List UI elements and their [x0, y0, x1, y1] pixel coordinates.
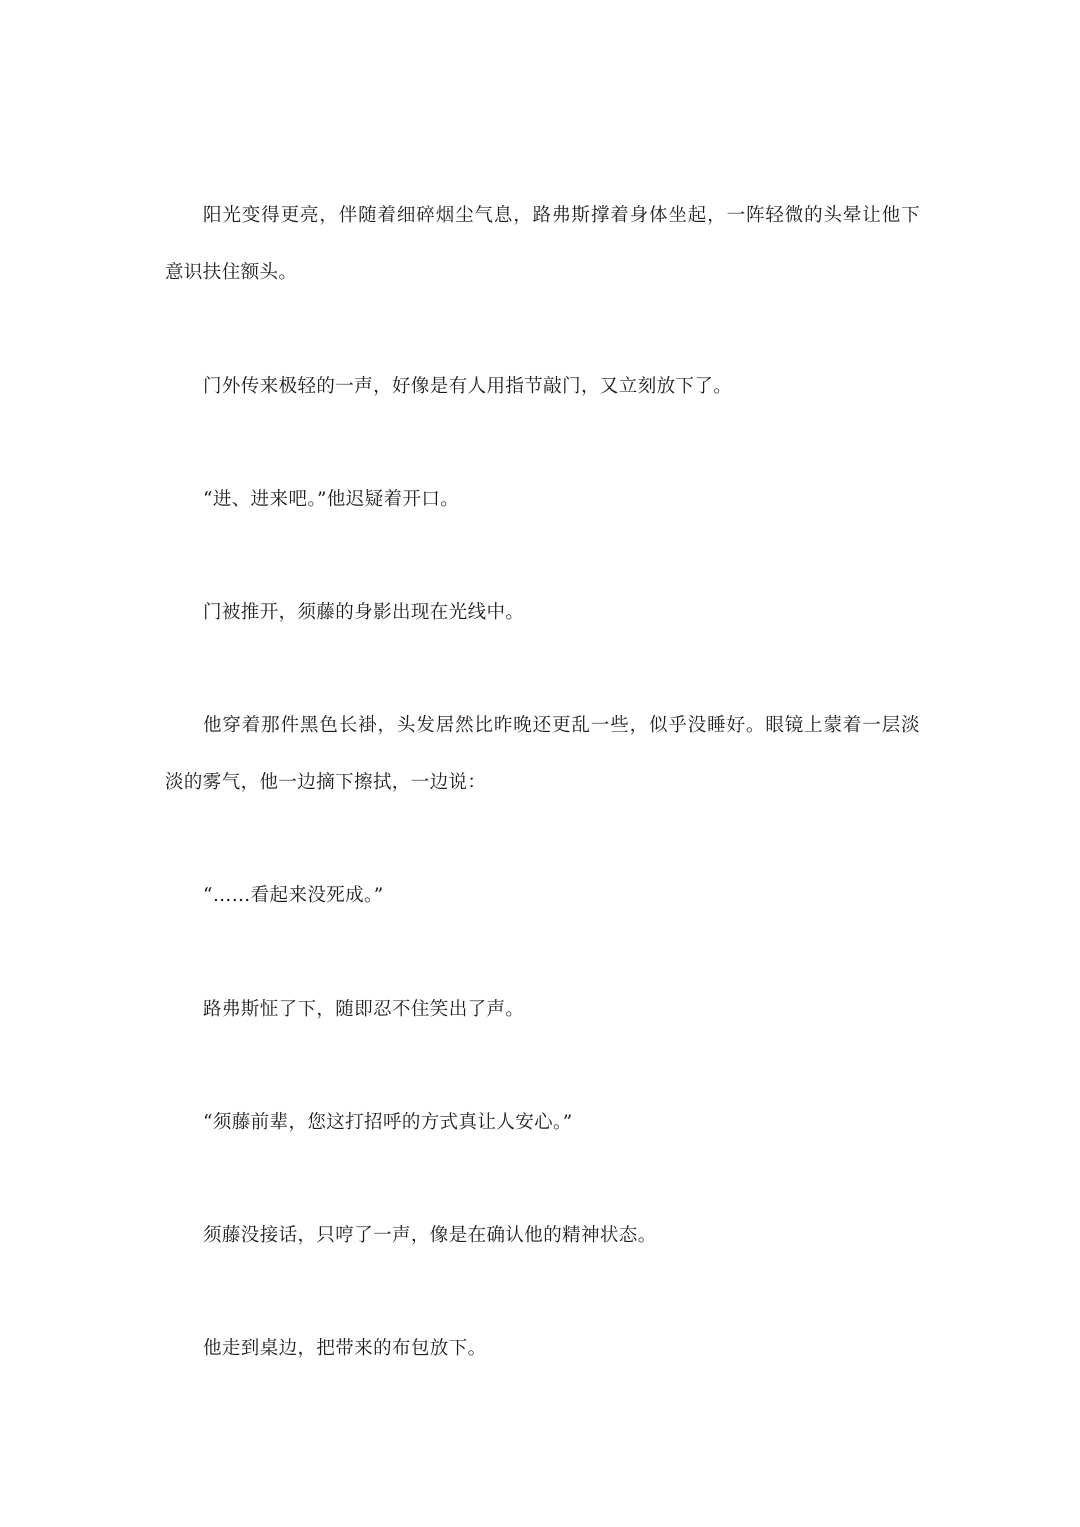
- paragraph-1: 阳光变得更亮，伴随着细碎烟尘气息，路弗斯撑着身体坐起，一阵轻微的头晕让他下意识扶住额头。: [165, 205, 920, 283]
- paragraph-9: 须藤没接话，只哼了一声，像是在确认他的精神状态。: [203, 1225, 657, 1246]
- paragraph-2: 门外传来极轻的一声，好像是有人用指节敲门，又立刻放下了。: [203, 376, 733, 397]
- paragraph-10: 他走到桌边，把带来的布包放下。: [203, 1338, 487, 1359]
- paragraph-5: 他穿着那件黑色长褂，头发居然比昨晚还更乱一些，似乎没睡好。眼镜上蒙着一层淡淡的雾气，他一边摘下擦拭，一边说：: [165, 715, 920, 793]
- paragraph-7: 路弗斯怔了下，随即忍不住笑出了声。: [203, 999, 525, 1020]
- paragraph-6: “……看起来没死成。”: [203, 885, 384, 906]
- paragraph-3: “进、进来吧。”他迟疑着开口。: [203, 489, 460, 510]
- paragraph-4: 门被推开，须藤的身影出现在光线中。: [203, 602, 525, 623]
- paragraph-8: “须藤前辈，您这打招呼的方式真让人安心。”: [203, 1112, 573, 1133]
